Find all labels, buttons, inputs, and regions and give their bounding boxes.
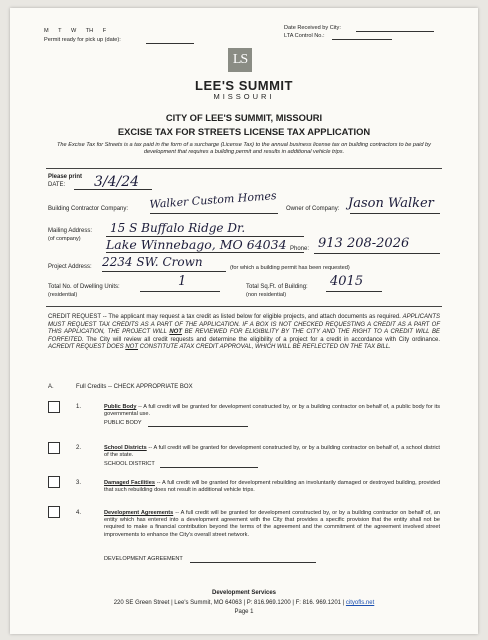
mailing-label: Mailing Address: [48,228,93,234]
dwelling-value: 1 [178,274,187,289]
sqft-field[interactable] [326,291,382,292]
item-3-number: 3. [76,480,82,486]
public-body-label: PUBLIC BODY [104,420,142,426]
development-agreement-label: DEVELOPMENT AGREEMENT [104,556,183,562]
owner-value: Jason Walker [348,196,434,211]
public-body-checkbox[interactable] [48,401,60,413]
logo-name: LEE'S SUMMIT [195,78,293,93]
please-print-label: Please print [48,174,83,180]
project-label: Project Address: [48,264,92,270]
weekday-m[interactable]: M [44,28,49,34]
phone-label: Phone: [290,246,310,252]
date-label: DATE: [48,182,66,188]
mailing-line-2: Lake Winnebago, MO 64034 [106,237,287,252]
contractor-field[interactable] [150,213,278,214]
school-district-label: SCHOOL DISTRICT [104,461,155,467]
footer-page: Page 1 [234,609,254,615]
phone-value: 913 208-2026 [318,236,410,251]
intro-text: The Excise Tax for Streets is a tax paid in the form of a surcharge (License Tax) to the annual business license tax on building contractors to be paid by development that requires a building permit and results in additional vehicle trips. [57,142,431,155]
item-2-text: School Districts -- A full credit will be granted for development constructed by, or by a building contractor on behalf of, a school district of the state. [104,445,440,459]
permit-ready-label: Permit ready for pick up (date): [44,37,121,43]
dwelling-label: Total No. of Dwelling Units: [48,284,120,290]
logo-state: MISSOURI [213,92,275,101]
item-2-number: 2. [76,445,82,451]
phone-field[interactable] [314,253,440,254]
item-4-number: 4. [76,510,82,516]
sqft-value: 4015 [330,274,364,289]
contractor-value: Walker Custom Homes [149,189,277,211]
form-title: EXCISE TAX FOR STREETS LICENSE TAX APPLICATION [117,126,371,137]
item-3-text: Damaged Facilities -- A full credit will be granted for development rebuilding an involuntarily damaged or destroyed building, provided that such rebuilding does not result in additional vehicle trips. [104,480,440,494]
school-districts-checkbox[interactable] [48,442,60,454]
credit-request-text: CREDIT REQUEST -- The applicant may request a tax credit as listed below for eligible projects, and attach documents as required. APPLICANTS MUST REQUEST TAX CREDITS AS A PART OF THE APPLICATION. IF A BOX IS NOT CHECKED REQUESTING A CREDIT AS A PART OF THIS APPLICATION, THE PROJECT WILL NOT BE REVIEWED FOR ELIGIBILITY BY THE CITY AND THE RIGHT TO A CREDIT WILL BE FORFEITED. The City will review all credit requests and determine the eligibility of a project for a credit in accordance with City ordinance. ACREDIT REQUEST DOES NOT CONSTITUTE ATAX CREDIT APPROVAL, WHICH WILL BE REFLECTED ON THE TAX BILL. [48,314,441,351]
owner-label: Owner of Company: [286,206,340,212]
date-received-label: Date Received by City: [284,25,341,31]
credit-request-lead: CREDIT REQUEST [48,314,101,320]
mailing-line-1: 15 S Buffalo Ridge Dr. [110,221,246,235]
weekday-w[interactable]: W [71,28,77,34]
sqft-label: Total Sq.Ft. of Building: [246,284,308,290]
project-value: 2234 SW. Crown [102,255,203,269]
contractor-label: Building Contractor Company: [48,206,129,212]
mailing-field-2[interactable] [106,252,304,253]
development-agreements-checkbox[interactable] [48,506,60,518]
form-page [10,8,478,634]
public-body-field[interactable] [148,426,248,427]
item-1-text: Public Body -- A full credit will be granted for development constructed by, or by a building contractor on behalf of, a public body for its governmental use. [104,404,440,418]
divider-mid [46,306,442,307]
of-company-label: (of company) [48,236,81,242]
project-note: (for which a building permit has been requested) [230,265,350,271]
sqft-sub: (non residential) [246,292,287,298]
dwelling-sub: (residential) [48,292,78,298]
damaged-facilities-checkbox[interactable] [48,476,60,488]
item-1-number: 1. [76,404,82,410]
section-a-letter: A. [48,384,54,390]
city-logo-icon: LS [228,48,252,72]
owner-field[interactable] [350,213,440,214]
development-agreement-field[interactable] [190,562,316,563]
weekday-th[interactable]: TH [85,28,94,34]
divider-top [46,168,442,169]
date-value: 3/4/24 [94,174,140,190]
item-4-text: Development Agreements -- A full credit will be granted for development constructed by, or by a building contractor on behalf of, an entity which has entered into a development agreement with the City that provides a specific provision that the entity shall not be required to make a financial contribution beyond the terms of the agreement and the commitment of the agreement involved street improvements to enhance the City's overall street network. [104,510,440,538]
weekday-f[interactable]: F [102,28,107,34]
dwelling-field[interactable] [140,291,220,292]
school-district-field[interactable] [160,467,258,468]
lta-control-field[interactable] [332,39,392,40]
footer-address: 220 SE Green Street | Lee's Summit, MO 64063 | P: 816.969.1200 | F: 816. 969.1201 | cityofls.net [113,600,375,606]
footer-dept: Development Services [211,590,277,596]
lta-control-label: LTA Control No.: [284,33,325,39]
city-title: CITY OF LEE'S SUMMIT, MISSOURI [165,112,323,123]
date-received-field[interactable] [356,31,434,32]
weekday-t[interactable]: T [58,28,62,34]
footer-link[interactable]: cityofls.net [345,600,375,606]
weekday-row [44,28,106,35]
permit-ready-field[interactable] [146,43,194,44]
section-a-title: Full Credits -- CHECK APPROPRIATE BOX [76,384,193,390]
project-field[interactable] [102,271,226,272]
